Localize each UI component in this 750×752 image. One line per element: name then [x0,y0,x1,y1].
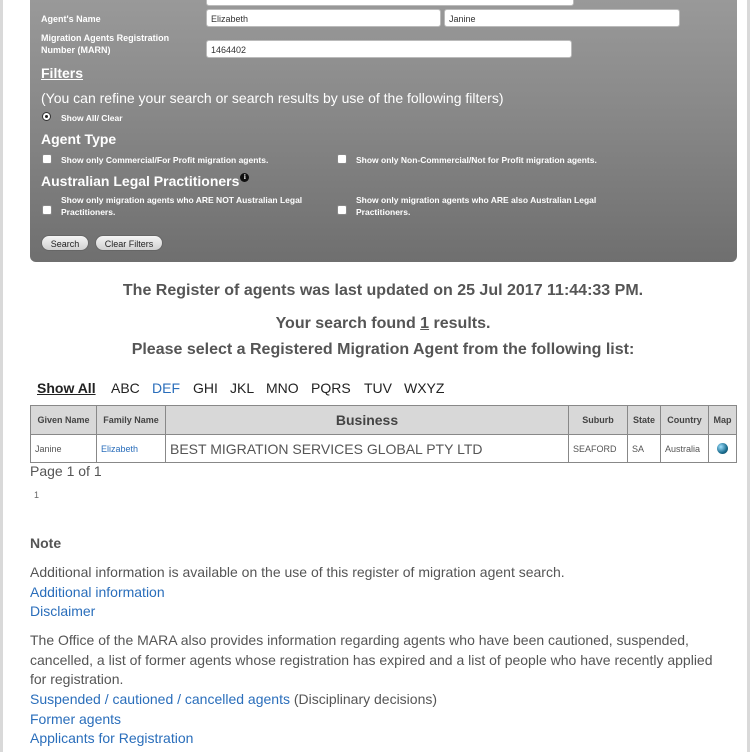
alpha-def[interactable]: DEF [152,380,180,396]
disciplinary-text: (Disciplinary decisions) [289,691,438,707]
select-prompt: Please select a Registered Migration Agent from the following list: [131,341,635,358]
non-commercial-checkbox[interactable] [337,154,347,164]
page-link-1[interactable]: 1 [34,490,40,500]
alpha-tuv[interactable]: TUV [364,380,392,396]
marn-label: Migration Agents Registration Number (MARN) [41,33,170,55]
last-updated-text: The Register of agents was last updated on 25 Jul 2017 11:44:33 PM. [122,282,644,299]
cell-given-name: Janine [31,435,97,463]
search-panel [30,0,737,262]
header-country[interactable]: Country [661,406,709,435]
show-all-label: Show All/ Clear [61,113,123,123]
commercial-checkbox[interactable] [42,154,52,164]
filters-title[interactable]: Filters [41,65,84,81]
suspended-link[interactable]: Suspended / cautioned / cancelled agents [30,691,290,707]
results-number[interactable]: 1 [420,315,430,332]
legal-checkbox[interactable] [337,205,347,215]
alpha-show-all[interactable]: Show All [37,380,96,396]
cell-business: BEST MIGRATION SERVICES GLOBAL PTY LTD [166,435,569,463]
disclaimer-link[interactable]: Disclaimer [30,603,96,619]
note-info-text: Additional information is available on the use of this register of migration agent search. [30,564,565,580]
results-count [0,315,750,333]
commercial-label: Show only Commercial/For Profit migration agents. [61,155,269,165]
cell-map [709,435,737,463]
show-all-radio[interactable] [42,112,51,121]
filters-description: (You can refine your search or search results by use of the following filters) [41,90,504,106]
marn-input[interactable]: 1464402 [206,40,572,58]
search-button[interactable]: Search [41,235,89,251]
header-map: Map [709,406,737,435]
cell-country: Australia [661,435,709,463]
not-legal-checkbox[interactable] [42,205,52,215]
alpha-ghi[interactable]: GHI [193,380,218,396]
legal-heading-text: Australian Legal Practitioners [41,173,240,189]
cell-state: SA [628,435,661,463]
header-business[interactable]: Business [166,406,569,435]
agent-last-name-input[interactable]: Janine [444,9,680,27]
additional-info-link[interactable]: Additional information [30,584,165,600]
table-header-row [31,406,737,435]
alpha-wxyz[interactable]: WXYZ [404,380,445,396]
previous-field-edge[interactable] [206,0,574,6]
alpha-jkl[interactable]: JKL [230,380,255,396]
results-suffix: results. [429,315,491,332]
legal-practitioners-heading [41,173,249,189]
non-commercial-label: Show only Non-Commercial/Not for Profit migration agents. [356,155,597,165]
alpha-pqrs[interactable]: PQRS [311,380,351,396]
info-icon[interactable]: i [240,173,249,182]
agent-first-name-input[interactable]: Elizabeth [206,9,441,27]
legal-label: Show only migration agents who ARE also Australian Legal Practitioners. [356,195,597,217]
former-agents-link[interactable]: Former agents [30,711,122,727]
suspended-line [30,690,437,710]
header-family-name[interactable]: Family Name [97,406,166,435]
applicants-link[interactable]: Applicants for Registration [30,730,194,746]
alpha-abc[interactable]: ABC [111,380,140,396]
table-row [31,435,737,463]
results-table [30,405,737,463]
header-given-name[interactable]: Given Name [31,406,97,435]
page-border-left [0,0,3,752]
office-text: The Office of the MARA also provides information regarding agents who have been cautioned, suspended, cancelled, a list of former agents whose registration has expired and a list of people who have recently applied for registration. [30,632,713,687]
globe-icon[interactable] [717,443,728,454]
header-suburb[interactable]: Suburb [569,406,628,435]
header-state[interactable]: State [628,406,661,435]
agent-name-label: Agent's Name [41,14,101,24]
note-heading: Note [30,535,62,551]
not-legal-label: Show only migration agents who ARE NOT Australian Legal Practitioners. [61,195,303,217]
clear-filters-button[interactable]: Clear Filters [95,235,163,251]
results-prefix: Your search found [275,315,421,332]
agent-type-heading: Agent Type [41,131,117,147]
page-info: Page 1 of 1 [30,463,102,479]
cell-family-name-link[interactable]: Elizabeth [97,435,166,463]
cell-suburb: SEAFORD [569,435,628,463]
alpha-mno[interactable]: MNO [266,380,299,396]
